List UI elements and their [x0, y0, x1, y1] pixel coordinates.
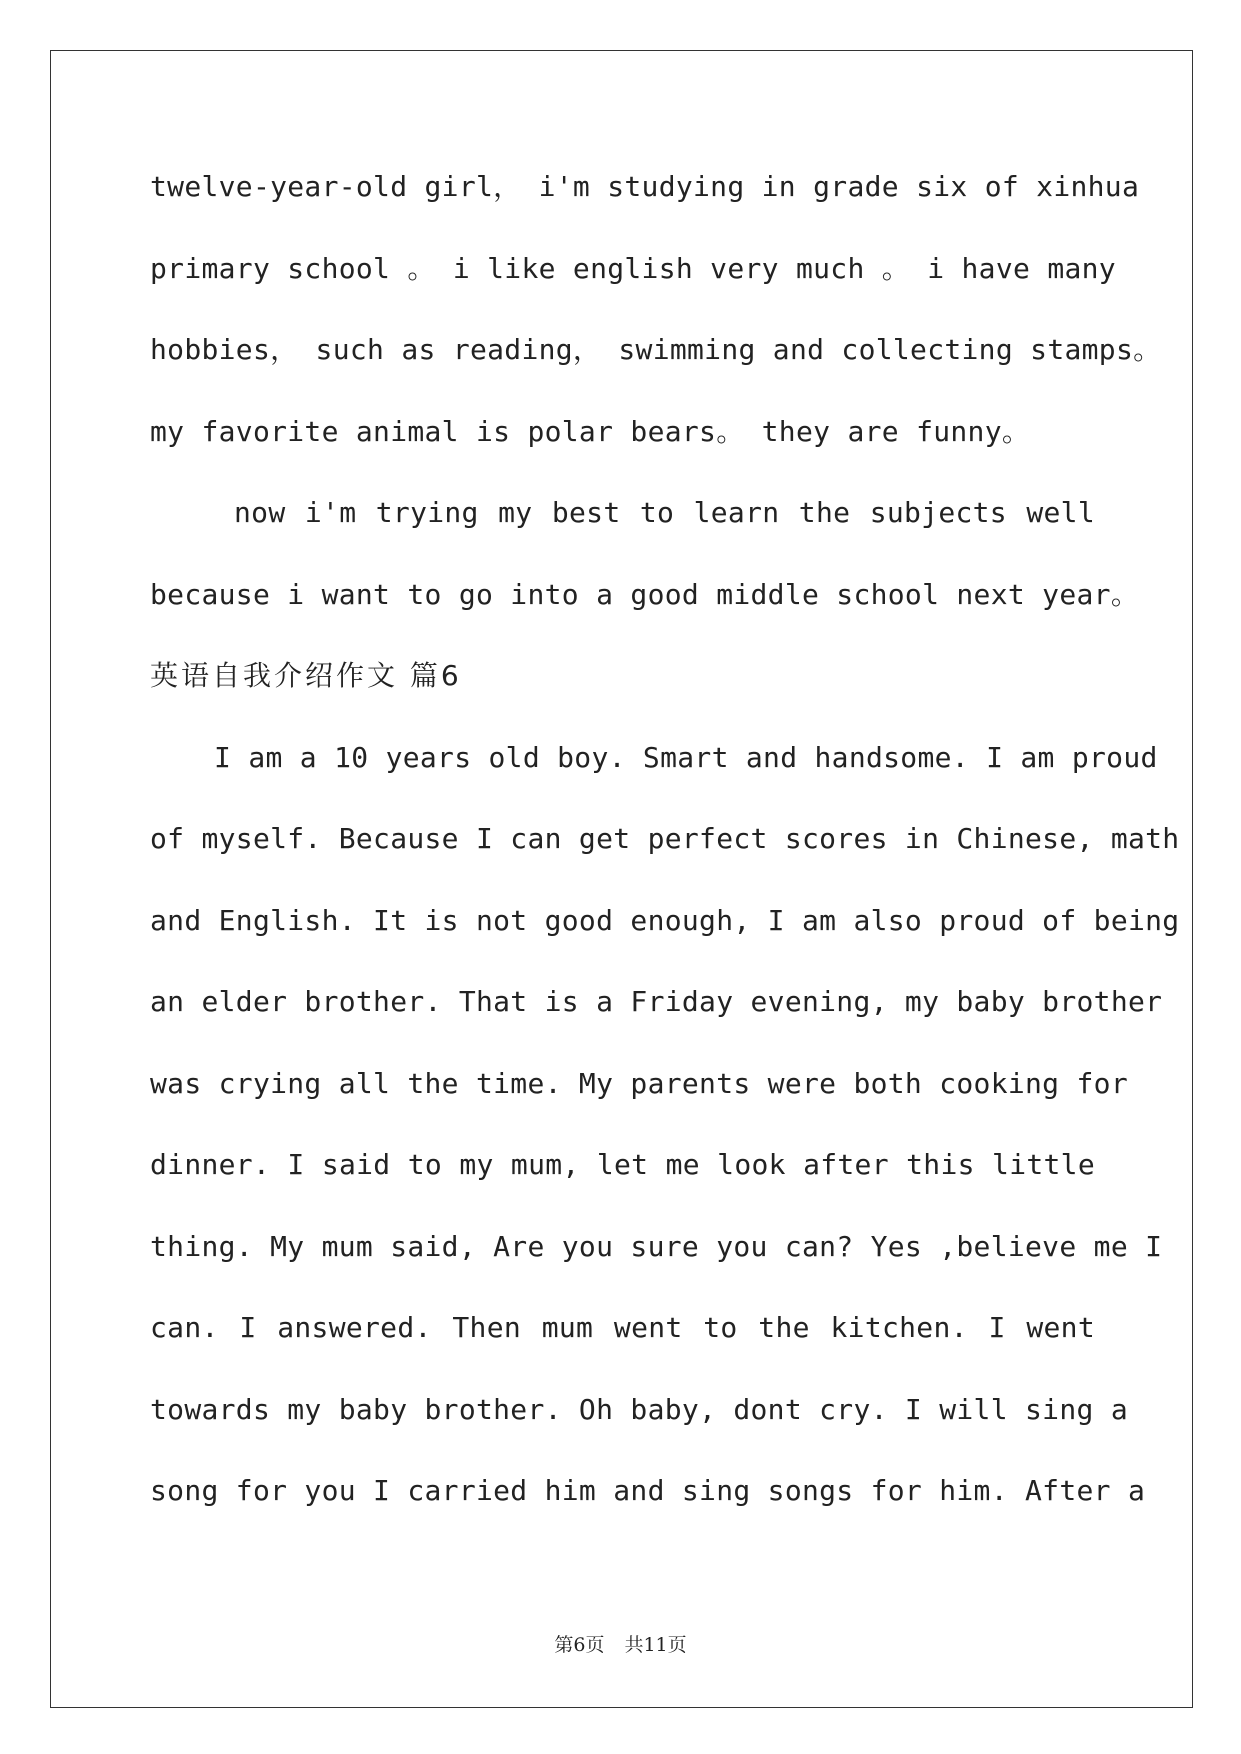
- text-line: an elder brother. That is a Friday evening, my baby brother: [150, 985, 1163, 1018]
- text-line: my favorite animal is polar bears。 they are funny。: [150, 414, 1031, 448]
- text-line: dinner. I said to my mum, let me look after this little: [150, 1148, 1095, 1181]
- text-line: towards my baby brother. Oh baby, dont cry. I will sing a: [150, 1392, 1128, 1426]
- text-line: of myself. Because I can get perfect scores in Chinese, math: [150, 822, 1180, 855]
- paragraph-start-line: now i'm trying my best to learn the subjects well: [234, 496, 1095, 529]
- document-body: [150, 160, 1180, 1546]
- text-line: song for you I carried him and sing songs for him. After a: [150, 1474, 1146, 1507]
- text-line: primary school 。 i like english very much 。 i have many: [150, 251, 1116, 285]
- text-line: thing. My mum said, Are you sure you can? Yes ,believe me I: [150, 1229, 1163, 1263]
- text-line: because i want to go into a good middle school next year。: [150, 577, 1140, 611]
- text-line: twelve-year-old girl， i'm studying in grade six of xinhua: [150, 170, 1140, 203]
- text-line: can. I answered. Then mum went to the kitchen. I went: [150, 1311, 1095, 1344]
- text-line: hobbies， such as reading， swimming and collecting stamps。: [150, 333, 1162, 366]
- text-line: was crying all the time. My parents were both cooking for: [150, 1066, 1128, 1100]
- page-number: 第6页: [554, 1634, 605, 1656]
- paragraph-start-line: I am a 10 years old boy. Smart and handsome. I am proud: [214, 740, 1158, 774]
- text-line: and English. It is not good enough, I am also proud of being: [150, 903, 1180, 937]
- page-total: 共11页: [624, 1634, 687, 1656]
- section-heading: 英语自我介绍作文 篇6: [150, 659, 462, 692]
- page-footer: [0, 1630, 1241, 1657]
